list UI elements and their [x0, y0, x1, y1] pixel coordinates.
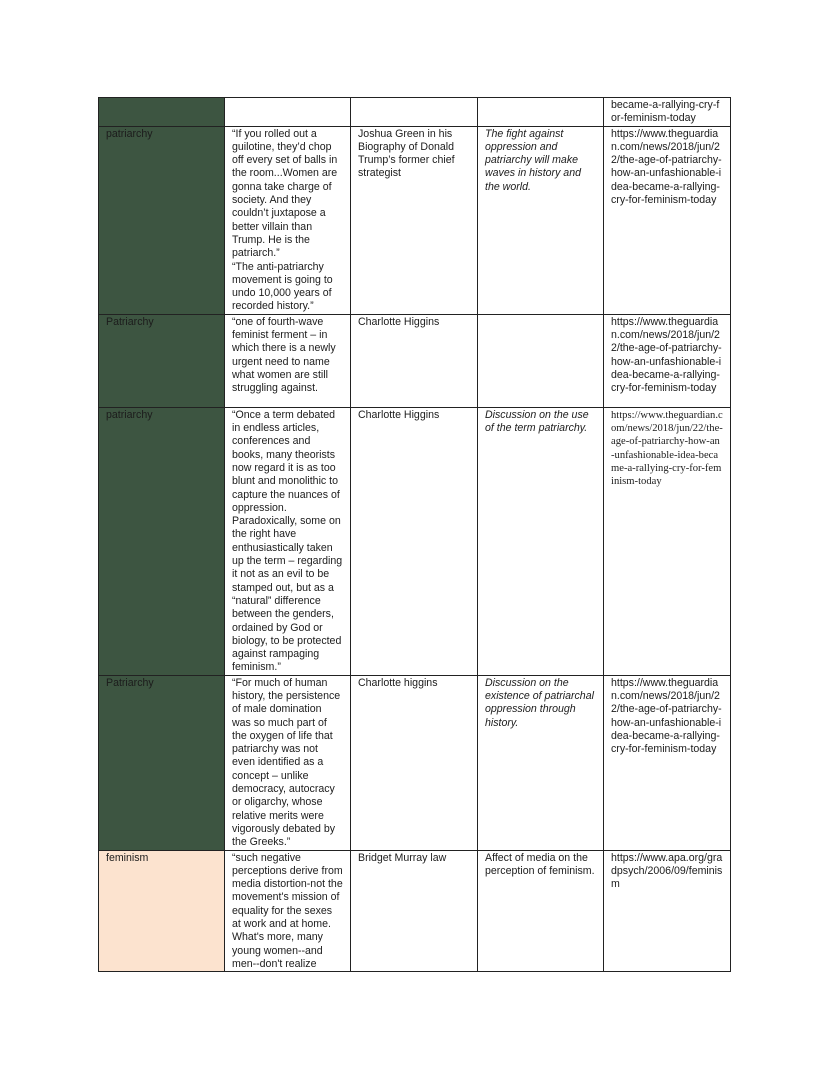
- source-cell: Joshua Green in his Biography of Donald Trump’s former chief strategist: [351, 126, 478, 314]
- note-cell: Affect of media on the perception of feminism.: [478, 850, 604, 972]
- table-row: [99, 407, 731, 675]
- url-cell: https://www.theguardian.com/news/2018/jun/22/the-age-of-patriarchy-how-an-unfashionable-idea-became-a-rallying-cry-for-feminism-today: [604, 314, 731, 407]
- source-cell: Charlotte Higgins: [351, 314, 478, 407]
- url-cell: https://www.theguardian.com/news/2018/jun/22/the-age-of-patriarchy-how-an-unfashionable-idea-became-a-rallying-cry-for-feminism-today: [604, 126, 731, 314]
- quote-cell: “If you rolled out a guilotine, they’d chop off every set of balls in the room...Women are gonna take charge of society. And they couldn’t juxtapose a better villain than Trump. He is the patriarch.” “The anti-patriarchy movement is going to undo 10,000 years of recorded history.”: [225, 126, 351, 314]
- note-cell: [478, 98, 604, 127]
- note-cell: Discussion on the use of the term patriarchy.: [478, 407, 604, 675]
- table-row: [99, 98, 731, 127]
- quote-cell: “one of fourth-wave feminist ferment – in which there is a newly urgent need to name what women are still struggling against.: [225, 314, 351, 407]
- quote-cell: “such negative perceptions derive from media distortion-not the movement's mission of equality for the sexes at work and at home. What's more, many young women--and men--don't realize: [225, 850, 351, 972]
- url-cell: https://www.apa.org/gradpsych/2006/09/feminism: [604, 850, 731, 972]
- note-cell: The fight against oppression and patriarchy will make waves in history and the world.: [478, 126, 604, 314]
- table-row: [99, 850, 731, 972]
- source-cell: Charlotte Higgins: [351, 407, 478, 675]
- source-cell: Charlotte higgins: [351, 675, 478, 850]
- quote-cell: “For much of human history, the persistence of male domination was so much part of the oxygen of life that patriarchy was not even identified as a concept – unlike democracy, autocracy or oligarchy, whose relative merits were vigorously debated by the Greeks.”: [225, 675, 351, 850]
- table-row: [99, 675, 731, 850]
- table-row: [99, 126, 731, 314]
- term-cell: [99, 98, 225, 127]
- table-row: [99, 314, 731, 407]
- url-cell: became-a-rallying-cry-for-feminism-today: [604, 98, 731, 127]
- url-cell: https://www.theguardian.com/news/2018/jun/22/the-age-of-patriarchy-how-an-unfashionable-idea-became-a-rallying-cry-for-feminism-today: [604, 407, 731, 675]
- quote-cell: [225, 98, 351, 127]
- term-cell: Patriarchy: [99, 675, 225, 850]
- source-cell: [351, 98, 478, 127]
- note-cell: Discussion on the existence of patriarchal oppression through history.: [478, 675, 604, 850]
- quote-cell: “Once a term debated in endless articles, conferences and books, many theorists now regard it is as too blunt and monolithic to capture the nuances of oppression. Paradoxically, some on the right have enthusiastically taken up the term – regarding it not as an evil to be stamped out, but as a “natural” difference between the genders, ordained by God or biology, to be protected against rampaging feminism.”: [225, 407, 351, 675]
- notes-table: [98, 97, 731, 972]
- term-cell: Patriarchy: [99, 314, 225, 407]
- note-cell: [478, 314, 604, 407]
- url-cell: https://www.theguardian.com/news/2018/jun/22/the-age-of-patriarchy-how-an-unfashionable-idea-became-a-rallying-cry-for-feminism-today: [604, 675, 731, 850]
- term-cell: patriarchy: [99, 126, 225, 314]
- term-cell: feminism: [99, 850, 225, 972]
- source-cell: Bridget Murray law: [351, 850, 478, 972]
- term-cell: patriarchy: [99, 407, 225, 675]
